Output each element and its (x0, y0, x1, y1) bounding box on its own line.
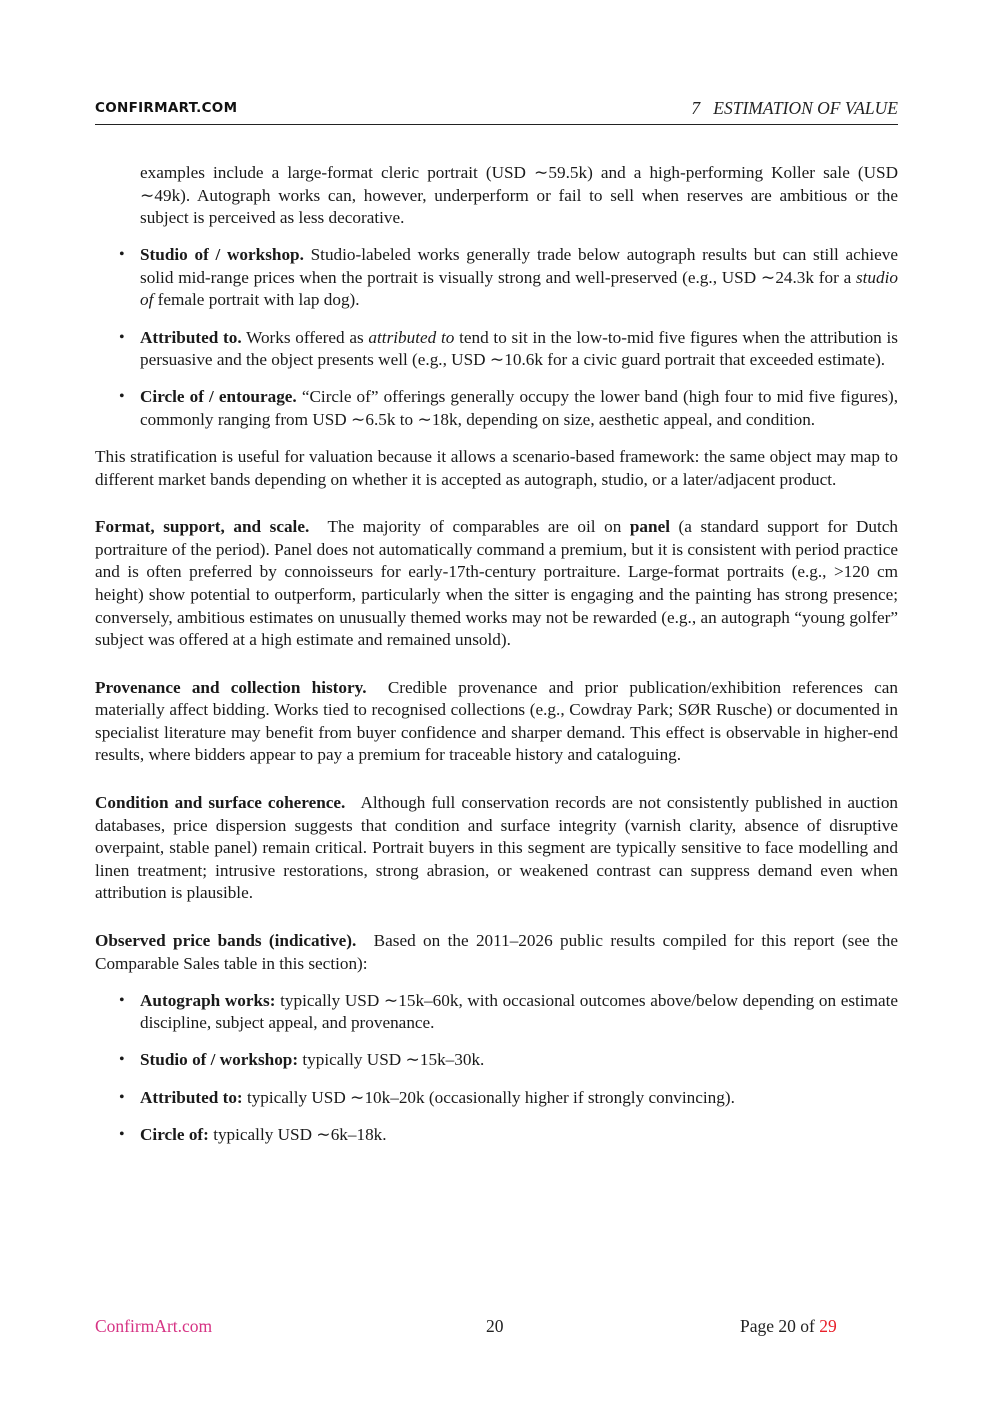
list-item-term: Attributed to: (140, 1087, 243, 1107)
list-item (95, 1124, 898, 1147)
paragraph-bold: panel (629, 517, 670, 537)
bullet-icon: • (119, 328, 125, 346)
list-item-text: Works offered as (241, 327, 369, 347)
footer-page-number: 20 (486, 1316, 504, 1336)
paragraph-text: Based on the 2011–2026 public results compiled for this report (see the Comparable Sales table in this section): (95, 931, 898, 973)
paragraph-heading: Observed price bands (indicative). (95, 931, 357, 951)
list-item-emphasis: studio of (140, 267, 898, 310)
list-item-text: Studio-labeled works generally trade below autograph results but can still achieve solid mid-range prices when the portrait is visually strong and well-preserved (e.g., USD ∼24.3k for a (140, 245, 898, 287)
paragraph-text: The majority of comparables are oil on (327, 517, 630, 537)
footer-page-count (740, 1316, 837, 1337)
bullet-icon: • (119, 1125, 125, 1143)
total-pages-link[interactable]: 29 (819, 1316, 837, 1336)
paragraph-text: (a standard support for Dutch portraiture of the period). Panel does not automatically command a premium, but it is consistent with period practice and is often preferred by connoisseurs for early-17th-century portraiture. Large-format portraits (e.g., >120 cm height) show potential to outperform, particularly when the sitter is engaging and the painting has strong presence; conversely, ambitious estimates on unusually themed works may not be rewarded (e.g., an autograph “young golfer” subject was offered at a high estimate and remained unsold). (95, 517, 898, 650)
list-item-term: Circle of / entourage. (140, 387, 297, 407)
list-item (95, 990, 898, 1035)
paragraph-text: Although full conservation records are not consistently published in auction databases, price dispersion suggests that condition and surface integrity (varnish clarity, absence of disruptive overpaint, stable panel) remain critical. Portrait buyers in this segment are typically sensitive to face modelling and linen treatment; intrusive restorations, strong abrasion, or weakened contrast can suppress demand even when attribution is plausible. (95, 793, 899, 903)
list-item-term: Autograph works: (140, 990, 276, 1010)
price-bands-list (95, 990, 898, 1146)
list-item (95, 1049, 898, 1072)
list-item (95, 1087, 898, 1110)
list-item-term: Studio of / workshop: (140, 1050, 299, 1070)
page-content (95, 162, 898, 1146)
list-item (95, 244, 898, 312)
page-header (95, 98, 898, 125)
footer-site-link[interactable]: ConfirmArt.com (95, 1316, 213, 1336)
price-bands-paragraph (95, 930, 898, 975)
stratification-paragraph: This stratification is useful for valuation because it allows a scenario-based framework: the same object may map to different market bands depending on whether it is accepted as autograph, studio, or a later/adjacent product. (95, 446, 898, 489)
format-paragraph (95, 516, 898, 652)
bullet-icon: • (119, 388, 125, 406)
list-item-text: female portrait with lap dog). (153, 290, 360, 310)
condition-paragraph (95, 792, 898, 905)
list-item-text: typically USD ∼10k–20k (occasionally higher if strongly convincing). (242, 1087, 735, 1107)
paragraph-heading: Provenance and collection history. (95, 677, 367, 697)
paragraph-heading: Format, support, and scale. (95, 517, 310, 537)
paragraph-text: Credible provenance and prior publication/exhibition references can materially affect bidding. Works tied to recognised collections (e.g., Cowdray Park; SØR Rusche) or documented in specialist literature may benefit from buyer confidence and sharper demand. This effect is observable in higher-end results, where bidders appear to pay a premium for traceable history and cataloguing. (95, 677, 899, 765)
bullet-icon: • (119, 1088, 125, 1106)
bullet-icon: • (119, 1051, 125, 1069)
list-item-text: typically USD ∼6k–18k. (208, 1124, 387, 1144)
list-item-text: typically USD ∼15k–60k, with occasional outcomes above/below depending on estimate discipline, subject appeal, and provenance. (140, 990, 898, 1033)
bullet-icon: • (119, 991, 125, 1009)
list-item-term: Circle of: (140, 1124, 209, 1144)
list-item-text: “Circle of” offerings generally occupy the lower band (high four to mid five figures), commonly ranging from USD ∼6.5k to ∼18k, depending on size, aesthetic appeal, and condition. (140, 387, 898, 429)
list-item (95, 327, 898, 372)
paragraph-heading: Condition and surface coherence. (95, 793, 346, 813)
list-item (95, 386, 898, 431)
attribution-list (95, 244, 898, 431)
list-item-emphasis: attributed to (368, 327, 455, 347)
list-item-text: typically USD ∼15k–30k. (298, 1050, 485, 1070)
list-item-term: Studio of / workshop. (140, 245, 304, 265)
list-item-term: Attributed to. (140, 327, 242, 347)
page-count-prefix: Page 20 of (740, 1316, 820, 1336)
section-heading: 7 ESTIMATION OF VALUE (691, 98, 898, 118)
provenance-paragraph (95, 677, 898, 767)
confirmart-logo: CONFIRMART.COM (95, 100, 238, 116)
list-item-text: tend to sit in the low-to-mid five figures when the attribution is persuasive and the object presents well (e.g., USD ∼10.6k for a civic guard portrait that exceeded estimate). (140, 327, 898, 370)
continuation-paragraph: examples include a large-format cleric portrait (USD ∼59.5k) and a high-performing Koller sale (USD ∼49k). Autograph works can, however, underperform or fail to sell when reserves are ambitious or the subject is perceived as less decorative. (140, 163, 898, 228)
bullet-icon: • (119, 246, 125, 264)
